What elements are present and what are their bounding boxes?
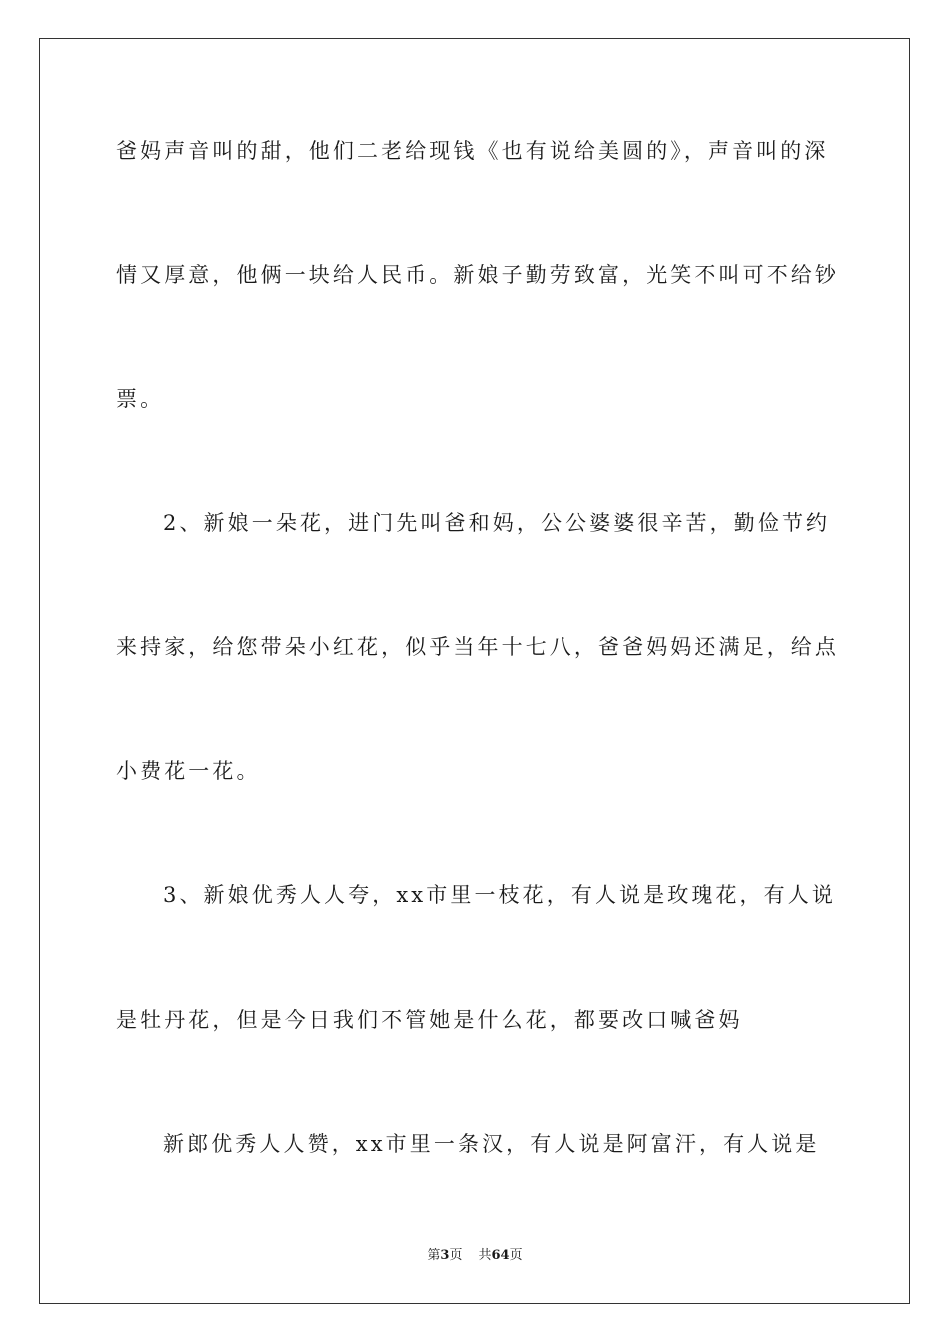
paragraph-line: 3、新娘优秀人人夸，xx市里一枝花，有人说是玫瑰花，有人说: [163, 883, 836, 907]
page-number: 3: [440, 1248, 450, 1263]
paragraph-line: 小费花一花。: [116, 759, 261, 783]
page-prefix: 第: [427, 1248, 441, 1263]
total-suffix: 页: [509, 1248, 523, 1263]
page-border: [39, 38, 910, 1304]
paragraph-line: 是牡丹花，但是今日我们不管她是什么花，都要改口喊爸妈: [116, 1008, 743, 1032]
paragraph-line: 新郎优秀人人赞，xx市里一条汉，有人说是阿富汗，有人说是: [163, 1132, 820, 1156]
page-footer: [0, 1247, 950, 1265]
paragraph-line: 情又厚意，他俩一块给人民币。新娘子勤劳致富，光笑不叫可不给钞: [116, 263, 839, 287]
paragraph-line: 来持家，给您带朵小红花，似乎当年十七八，爸爸妈妈还满足，给点: [116, 635, 839, 659]
paragraph-line: 爸妈声音叫的甜，他们二老给现钱《也有说给美圆的》，声音叫的深: [116, 139, 829, 163]
page-suffix: 页: [449, 1248, 463, 1263]
total-prefix: 共: [478, 1248, 492, 1263]
total-pages: 64: [491, 1248, 510, 1263]
paragraph-line: 票。: [116, 387, 165, 411]
paragraph-line: 2、新娘一朵花，进门先叫爸和妈，公公婆婆很辛苦，勤俭节约: [163, 511, 831, 535]
